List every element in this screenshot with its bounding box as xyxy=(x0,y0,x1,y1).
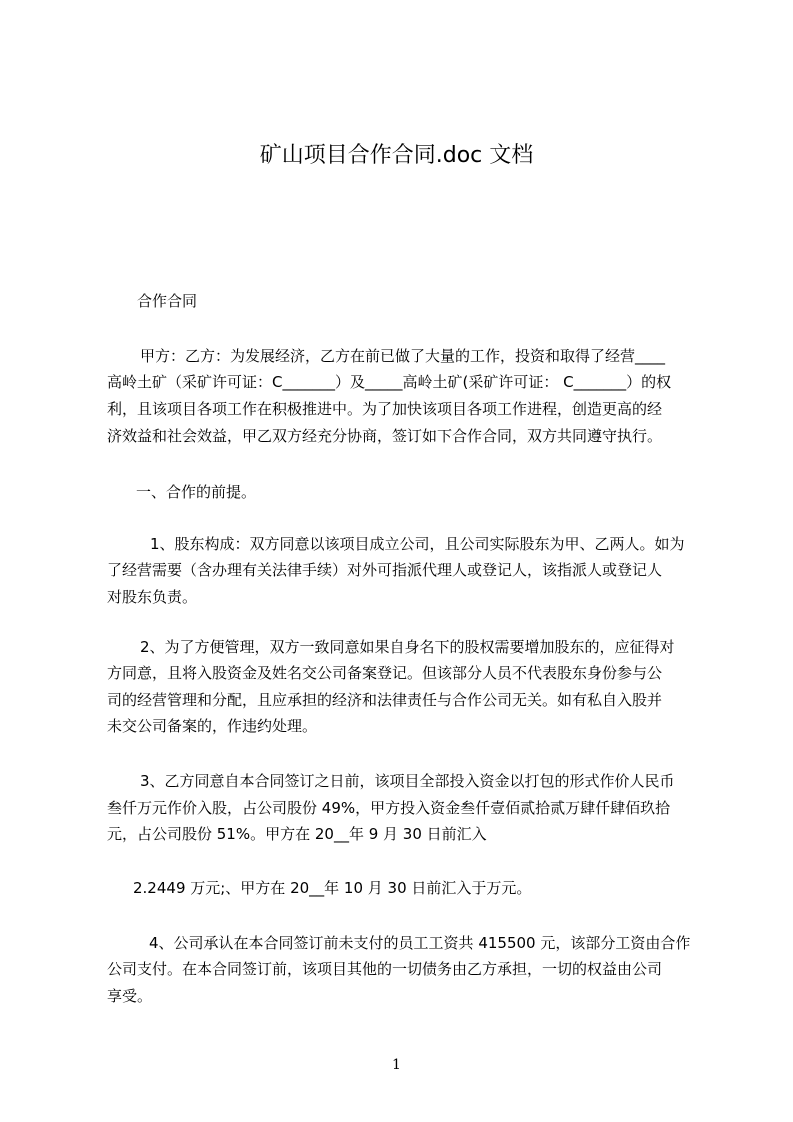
clause-3-line-1: 3、乙方同意自本合同签订之日前，该项目全部投入资金以打包的形式作价人民币 xyxy=(140,772,675,790)
page-number: 1 xyxy=(392,1057,401,1073)
document-title: 矿山项目合作合同.doc 文档 xyxy=(259,143,534,168)
clause-2-line-3: 司的经营管理和分配，且应承担的经济和法律责任与合作公司无关。如有私自入股并 xyxy=(107,691,663,709)
section-1-heading: 一、合作的前提。 xyxy=(136,483,257,501)
clause-4-line-2: 公司支付。在本合同签订前，该项目其他的一切债务由乙方承担，一切的权益由公司 xyxy=(107,960,663,978)
intro-line-1: 甲方：乙方：为发展经济，乙方在前已做了大量的工作，投资和取得了经营____ xyxy=(140,347,666,365)
clause-2-line-2: 方同意，且将入股资金及姓名交公司备案登记。但该部分人员不代表股东身份参与公 xyxy=(107,664,663,682)
intro-line-4: 济效益和社会效益，甲乙双方经充分协商，签订如下合作合同，双方共同遵守执行。 xyxy=(107,427,663,445)
clause-1-line-3: 对股东负责。 xyxy=(107,588,198,606)
clause-3-line-3: 元，占公司股份 51%。甲方在 20__年 9 月 30 日前汇入 xyxy=(107,825,487,843)
clause-4-line-1: 4、公司承认在本合同签订前未支付的员工工资共 415500 元，该部分工资由合作 xyxy=(149,934,691,952)
clause-1-line-2: 了经营需要（含办理有关法律手续）对外可指派代理人或登记人，该指派人或登记人 xyxy=(107,561,663,579)
clause-3-line-2: 叁仟万元作价入股，占公司股份 49%，甲方投入资金叁仟壹佰贰拾贰万肆仟肆佰玖拾 xyxy=(107,799,671,817)
clause-3-continuation: 2.2449 万元;、甲方在 20__年 10 月 30 日前汇入于万元。 xyxy=(133,879,532,897)
intro-line-3: 利，且该项目各项工作在积极推进中。为了加快该项目各项工作进程，创造更高的经 xyxy=(107,400,663,418)
clause-2-line-1: 2、为了方便管理，双方一致同意如果自身名下的股权需要增加股东的，应征得对 xyxy=(140,638,675,656)
contract-heading: 合作合同 xyxy=(137,292,198,310)
clause-4-line-3: 享受。 xyxy=(107,987,153,1005)
clause-2-line-4: 未交公司备案的，作违约处理。 xyxy=(107,717,318,735)
clause-1-line-1: 1、股东构成：双方同意以该项目成立公司，且公司实际股东为甲、乙两人。如为 xyxy=(150,535,685,553)
intro-line-2: 高岭土矿（采矿许可证：C_______）及_____高岭土矿(采矿许可证： C_______）的权 xyxy=(107,373,672,391)
